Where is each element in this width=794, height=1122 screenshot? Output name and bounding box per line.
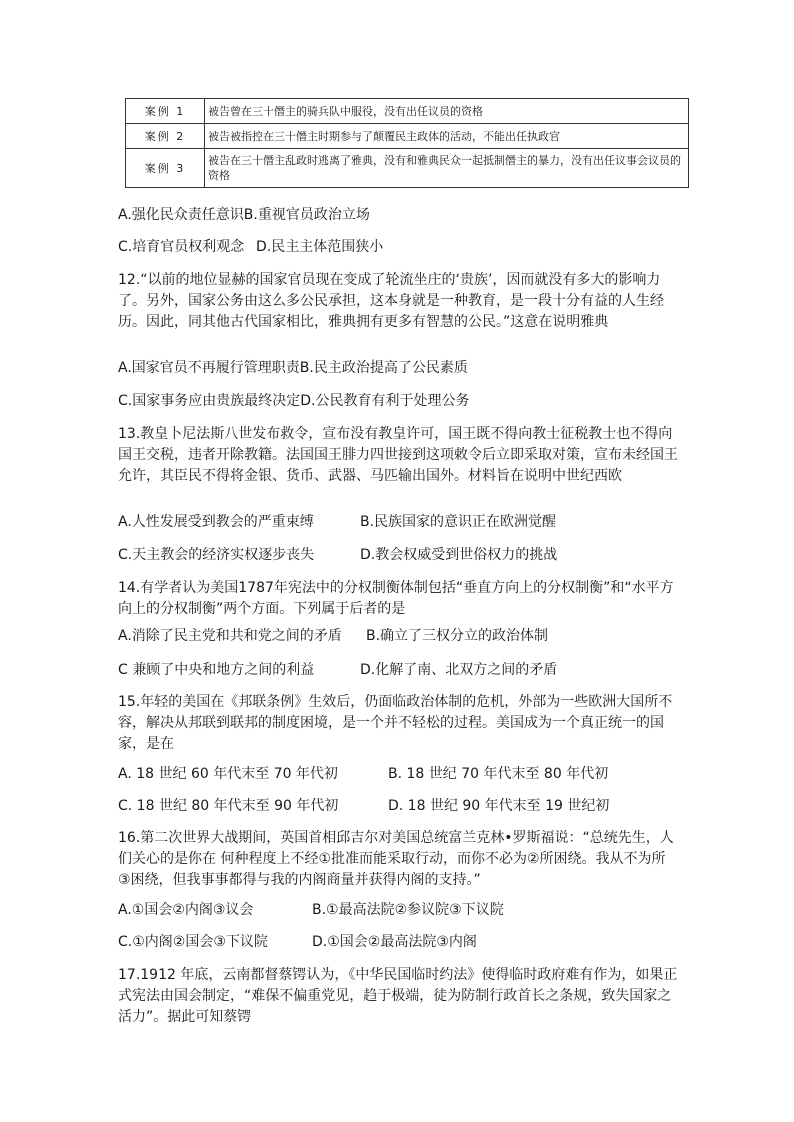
- q15-option-c: C. 18 世纪 80 年代末至 90 年代初: [118, 798, 339, 814]
- q15-stem: 15.年轻的美国在《邦联条例》生效后，仍面临政治体制的危机，外部为一些欧洲大国所不容，解决从邦联到联邦的制度困境，是一个并不轻松的过程。美国成为一个真正统一的国家，是在: [118, 694, 673, 752]
- q14-option-b: B.确立了三权分立的政治体制: [366, 628, 549, 644]
- q15-options-row1: [118, 764, 678, 784]
- q12-option-b: B.民主政治提高了公民素质: [299, 360, 468, 376]
- case-label: 案例 1: [126, 99, 205, 124]
- q12-option-c: C.国家事务应由贵族最终决定: [118, 393, 301, 409]
- q12-stem: 12.“以前的地位显赫的国家官员现在变成了轮流坐庄的‘贵族’，因而就没有多大的影响力了。另外，国家公务由这么多公民承担，这本身就是一种教育，是一段十分有益的人生经历。因此，同其他古代国家相比，雅典拥有更多有智慧的公民。”这意在说明雅典: [118, 272, 664, 330]
- q13-option-d: D.教会权威受到世俗权力的挑战: [360, 547, 558, 563]
- q11-option-b: B.重视官员政治立场: [243, 207, 370, 223]
- q15-options-row2: [118, 796, 678, 816]
- q16-options-row2: [118, 932, 678, 952]
- q14-stem: 14.有学者认为美国1787年宪法中的分权制衡体制包括“垂直方向上的分权制衡”和“水平方向上的分权制衡”两个方面。下列属于后者的是: [118, 580, 674, 617]
- q11-option-c: C.培育官员权利观念: [118, 239, 245, 255]
- table-row: [126, 149, 689, 188]
- q16-option-a: A.①国会②内阁③议会: [118, 902, 254, 918]
- q12-option-d: D.公民教育有利于处理公务: [300, 393, 470, 409]
- case-text: 被告在三十僭主乱政时逃离了雅典，没有和雅典民众一起抵制僭主的暴力，没有出任议事会议员的资格: [205, 149, 689, 188]
- q14-option-a: A.消除了民主党和共和党之间的矛盾: [118, 628, 342, 644]
- q11-options-row2: [118, 237, 678, 257]
- table-row: [126, 124, 689, 149]
- q14-option-d: D.化解了南、北双方之间的矛盾: [360, 662, 558, 678]
- case-text: 被告曾在三十僭主的骑兵队中服役，没有出任议员的资格: [205, 99, 689, 124]
- q15-option-d: D. 18 世纪 90 年代末至 19 世纪初: [388, 798, 610, 814]
- q12-options-row1: [118, 358, 678, 378]
- q13-option-b: B.民族国家的意识正在欧洲觉醒: [360, 514, 557, 530]
- q13-options-row1: [118, 512, 678, 532]
- q13-options-row2: [118, 545, 678, 565]
- q13-option-a: A.人性发展受到教会的严重束缚: [118, 514, 314, 530]
- q15-option-b: B. 18 世纪 70 年代末至 80 年代初: [388, 766, 609, 782]
- q14-options-row1: [118, 626, 678, 646]
- q13-stem: 13.教皇卜尼法斯八世发布救令，宣布没有教皇许可，国王既不得向教士征税教士也不得向国王交税，违者开除教籍。法国国王腓力四世接到这项敕令后立即采取对策，宣布未经国王允许，其臣民不得将金银、货币、武器、马匹输出国外。材料旨在说明中世纪西欧: [118, 426, 678, 484]
- q12-options-row2: [118, 391, 678, 411]
- q16-option-c: C.①内阁②国会③下议院: [118, 934, 268, 950]
- q16-stem: 16.第二次世界大战期间，英国首相邱吉尔对美国总统富兰克林•罗斯福说：“总统先生，人们关心的是你在 何种程度上不经①批准而能采取行动，而你不必为②所困绕。我从不为所③困绕，但我事事都得与我的内阁商量并获得内阁的支持。”: [118, 830, 674, 888]
- q15-option-a: A. 18 世纪 60 年代末至 70 年代初: [118, 766, 338, 782]
- case-label: 案例 3: [126, 149, 205, 188]
- q14-options-row2: [118, 660, 678, 680]
- table-row: [126, 99, 689, 124]
- q12-option-a: A.国家官员不再履行管理职责: [118, 360, 300, 376]
- q11-option-a: A.强化民众责任意识: [118, 207, 244, 223]
- q16-options-row1: [118, 900, 678, 920]
- q11-options-row1: [118, 205, 678, 225]
- case-table: [125, 98, 689, 188]
- q17-stem: 17.1912 年底，云南都督蔡锷认为，《中华民国临时约法》使得临时政府难有作为，如果正式宪法由国会制定，“难保不偏重党见，趋于极端，徒为防制行政首长之条规，致失国家之活力”。据此可知蔡锷: [118, 967, 678, 1025]
- q14-option-c: C 兼顾了中央和地方之间的利益: [118, 662, 315, 678]
- case-label: 案例 2: [126, 124, 205, 149]
- case-text: 被告被指控在三十僭主时期参与了颠覆民主政体的活动，不能出任执政官: [205, 124, 689, 149]
- q16-option-b: B.①最高法院②参议院③下议院: [312, 902, 504, 918]
- q11-option-d: D.民主主体范围狭小: [256, 239, 384, 255]
- q16-option-d: D.①国会②最高法院③内阁: [312, 934, 477, 950]
- q13-option-c: C.天主教会的经济实权逐步丧失: [118, 547, 315, 563]
